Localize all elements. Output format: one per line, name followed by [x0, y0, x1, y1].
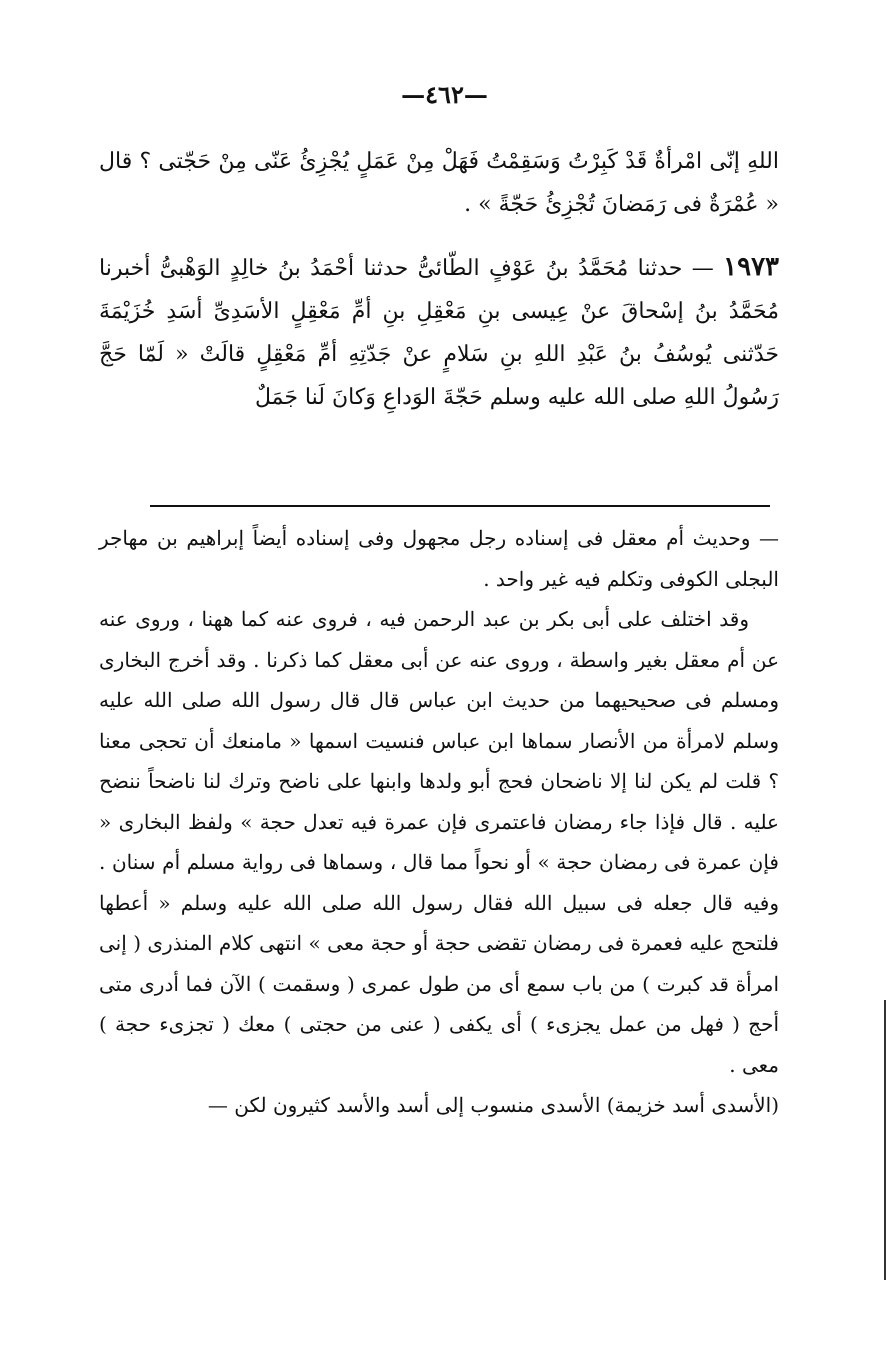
hadith-1973 — [99, 246, 779, 419]
page-number: —٤٦٢— — [401, 80, 488, 109]
footnote-divider — [150, 505, 770, 507]
note-paragraph: — وحديث أم معقل فى إسناده رجل مجهول وفى إسناده أيضاً إبراهيم بن مهاجر البجلى الكوفى وتكلم فيه غير واحد . — [99, 526, 779, 591]
note-paragraph: (الأسدى أسد خزيمة) الأسدى منسوب إلى أسد والأسد كثيرون لكن — — [207, 1093, 779, 1117]
commentary-notes — [99, 518, 779, 1126]
page-edge-line — [884, 1000, 886, 1280]
note-paragraph: وقد اختلف على أبى بكر بن عبد الرحمن فيه ، فروى عنه كما ههنا ، وروى عنه عن أم معقل بغير واسطة ، وروى عنه عن أبى معقل كما ذكرنا . وقد أخرج البخارى ومسلم فى صحيحيهما من حديث ابن عباس قال قال رسول الله صلى الله عليه وسلم لامرأة من الأنصار سماها ابن عباس فنسيت اسمها « مامنعك أن تحجى معنا ؟ قلت لم يكن لنا إلا ناضحان فحج أبو ولدها وابنها على ناضح وترك لنا ناضحاً ننضح عليه . قال فإذا جاء رمضان فاعتمرى فإن عمرة فيه تعدل حجة » ولفظ البخارى « فإن عمرة فى رمضان حجة » أو نحواً مما قال ، وسماها فى رواية مسلم أم سنان . وفيه قال جعله فى سبيل الله فقال رسول الله صلى الله عليه وسلم « أعطها فلتحج عليه فعمرة فى رمضان تقضى حجة أو حجة معى » انتهى كلام المنذرى ( إنى امرأة قد كبرت ) من باب سمع أى من طول عمرى ( وسقمت ) الآن فما أدرى متى أحج ( فهل من عمل يجزىء ) أى يكفى ( عنى من حجتى ) معك ( تجزىء حجة ) معى . — [99, 607, 779, 1077]
hadith-body: — حدثنا مُحَمَّدُ بنُ عَوْفٍ الطّائىُّ حدثنا أحْمَدُ بنُ خالِدٍ الوَهْبىُّ أخبرنا مُحَمَّدُ بنُ إسْحاقَ عنْ عِيسى بنِ مَعْقِلِ بنِ أمِّ مَعْقِلٍ الأسَدِىِّ أسَدِ خُزَيْمَةَ حَدّثنى يُوسُفُ بنُ عَبْدِ اللهِ بنِ سَلامٍ عنْ جَدّتِهِ أمِّ مَعْقِلٍ قالَتْ « لَمّا حَجَّ رَسُولُ اللهِ صلى الله عليه وسلم حَجّةَ الوَداعِ وَكانَ لَنا جَمَلٌ — [99, 256, 779, 410]
continuation-line: اللهِ إنّى امْرأةٌ قَدْ كَبِرْتُ وَسَقِمْتُ فَهَلْ مِنْ عَمَلٍ يُجْزِئُ عَنّى مِنْ حَجّتى ؟ — [139, 149, 779, 174]
hadith-continuation — [99, 140, 779, 226]
hadith-number: ١٩٧٣ — [723, 252, 779, 282]
hadith-main-text — [99, 140, 779, 439]
answer-line: قال « عُمْرَةٌ فى رَمَضانَ تُجْزِئُ حَجّةً » . — [99, 149, 779, 217]
